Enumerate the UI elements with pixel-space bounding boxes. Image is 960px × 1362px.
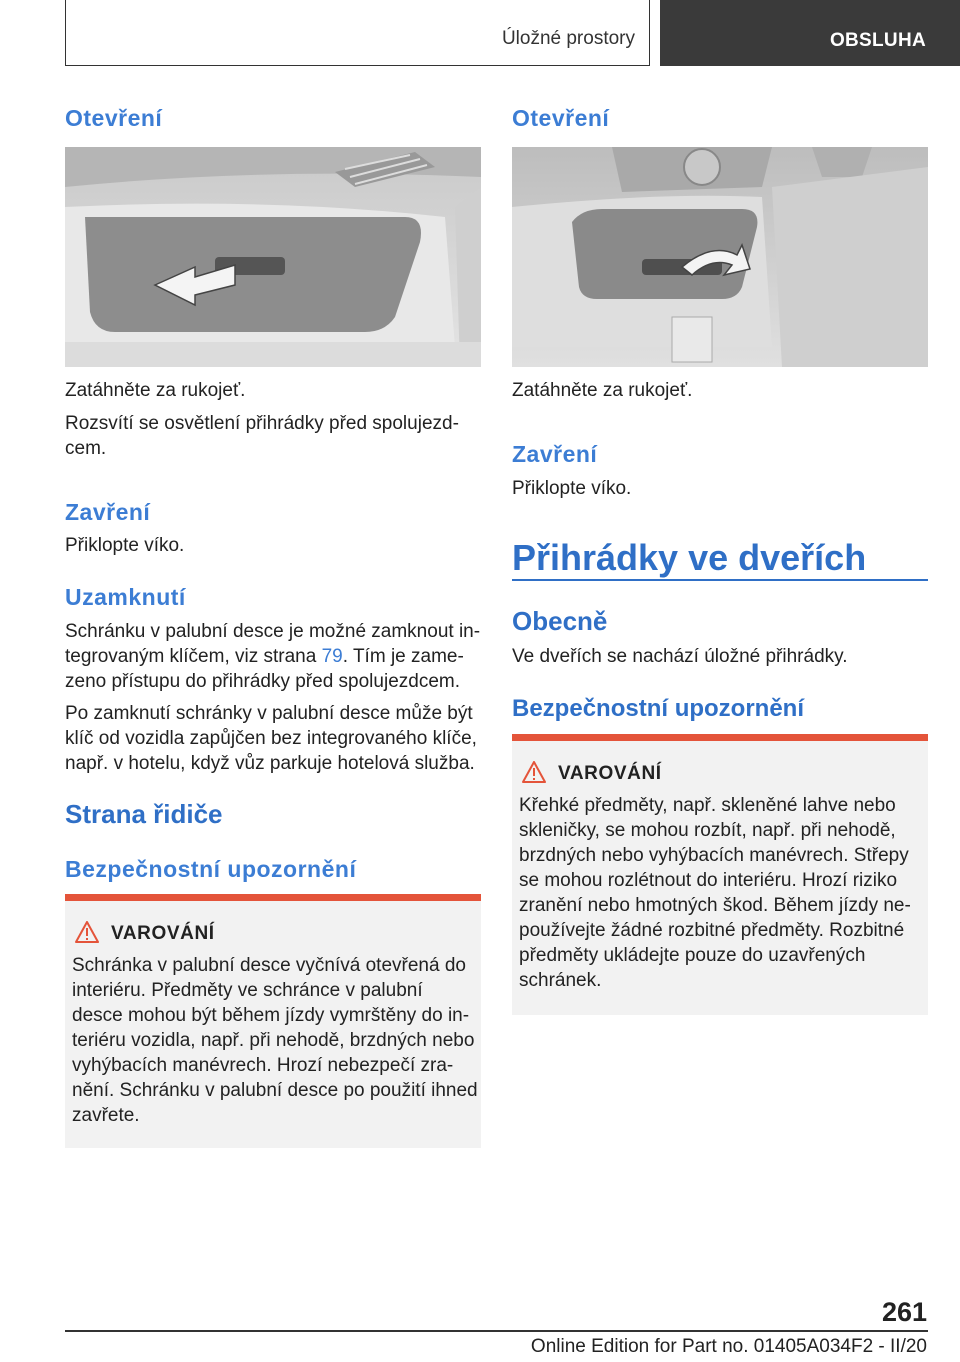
warning-text-left (72, 953, 478, 1128)
warning-line: Schránka v palubní desce vyčnívá otevřená do (72, 955, 466, 976)
page-number: 261 (881, 1297, 927, 1327)
footer-edition: Online Edition for Part no. 01405A034F2 - II/20 (530, 1336, 927, 1357)
heading-open-right: Otevření (512, 105, 610, 131)
header-section-title: Úložné prostory (501, 28, 635, 49)
warning-title-left: VAROVÁNÍ (111, 923, 215, 944)
lock-p1-line2-post: . Tím je zame‐ (342, 646, 464, 667)
lock-p1-line2 (65, 644, 464, 669)
warning-box-left (65, 894, 481, 1148)
heading-rule (512, 579, 928, 581)
open-text-right: Zatáhněte za rukojeť. (512, 380, 693, 401)
lock-p2-line3: např. v hotelu, když vůz parkuje hotelová služba. (65, 753, 475, 774)
general-text: Ve dveřích se nachází úložné přihrádky. (512, 646, 848, 667)
warning-line: schránek. (519, 970, 602, 991)
lock-p2-line2: klíč od vozidla zapůjčen bez integrovaného klíče, (65, 728, 477, 749)
heading-door-compartments: Přihrádky ve dveřích (512, 537, 867, 578)
open-text2-line2: cem. (65, 438, 107, 459)
heading-open-left: Otevření (65, 105, 163, 131)
warning-line: používejte žádné rozbitné předměty. Rozbitné (519, 920, 905, 941)
warning-line: nění. Schránku v palubní desce po použití ihned (72, 1080, 478, 1101)
warning-line: Křehké předměty, např. skleněné lahve nebo (519, 795, 896, 816)
header-chapter-label: OBSLUHA (829, 30, 926, 51)
glovebox-photo-left (65, 147, 481, 367)
warning-line: teriéru vozidla, např. při nehodě, brzdných nebo (72, 1030, 475, 1051)
heading-driver-side: Strana řidiče (65, 799, 223, 829)
open-text2-line1: Rozsvítí se osvětlení přihrádky před spolujezd‐ (65, 413, 459, 434)
warning-line: zranění nebo hmotných škod. Během jízdy ne‐ (519, 895, 911, 916)
lock-p1-line1: Schránku v palubní desce je možné zamknout in‐ (65, 621, 481, 642)
warning-box-right (512, 734, 928, 1015)
warning-line: zavřete. (72, 1105, 140, 1126)
warning-line: vyhýbacích manévrech. Hrozí nebezpečí zra‐ (72, 1055, 454, 1076)
heading-close-left: Zavření (65, 499, 151, 525)
heading-safety-right: Bezpečnostní upozornění (512, 695, 805, 722)
warning-line: předměty ukládejte pouze do uzavřených (519, 945, 866, 966)
open-text-left: Zatáhněte za rukojeť. (65, 380, 246, 401)
close-text-left: Přiklopte víko. (65, 535, 185, 556)
heading-safety-left: Bezpečnostní upozornění (65, 856, 357, 882)
heading-general: Obecně (512, 606, 608, 636)
page-ref-link[interactable]: 79 (321, 646, 343, 667)
header-chapter-tab[interactable] (660, 0, 960, 66)
footer-rule (65, 1330, 928, 1332)
lock-p1-line3: zeno přístupu do přihrádky před spolujezdcem. (65, 671, 461, 692)
glovebox-photo-right (512, 147, 928, 367)
warning-line: skleničky, se mohou rozbít, např. při nehodě, (519, 820, 896, 841)
warning-line: se mohou rozlétnout do interiéru. Hrozí riziko (519, 870, 898, 891)
warning-icon (522, 761, 546, 783)
lock-p1-line2-pre: tegrovaným klíčem, viz strana (65, 646, 322, 667)
warning-line: desce mohou být během jízdy vymrštěny do in‐ (72, 1005, 470, 1026)
header-section-box (65, 0, 650, 66)
heading-lock: Uzamknutí (65, 584, 186, 610)
warning-line: interiéru. Předměty ve schránce v palubní (72, 980, 423, 1001)
close-text-right: Přiklopte víko. (512, 478, 632, 499)
warning-title-right: VAROVÁNÍ (558, 763, 662, 784)
warning-text-right (519, 793, 925, 993)
warning-line: brzdných nebo vyhýbacích manévrech. Střepy (519, 845, 909, 866)
lock-p2-line1: Po zamknutí schránky v palubní desce může být (65, 703, 473, 724)
heading-close-right: Zavření (512, 441, 598, 467)
warning-icon (75, 921, 99, 943)
